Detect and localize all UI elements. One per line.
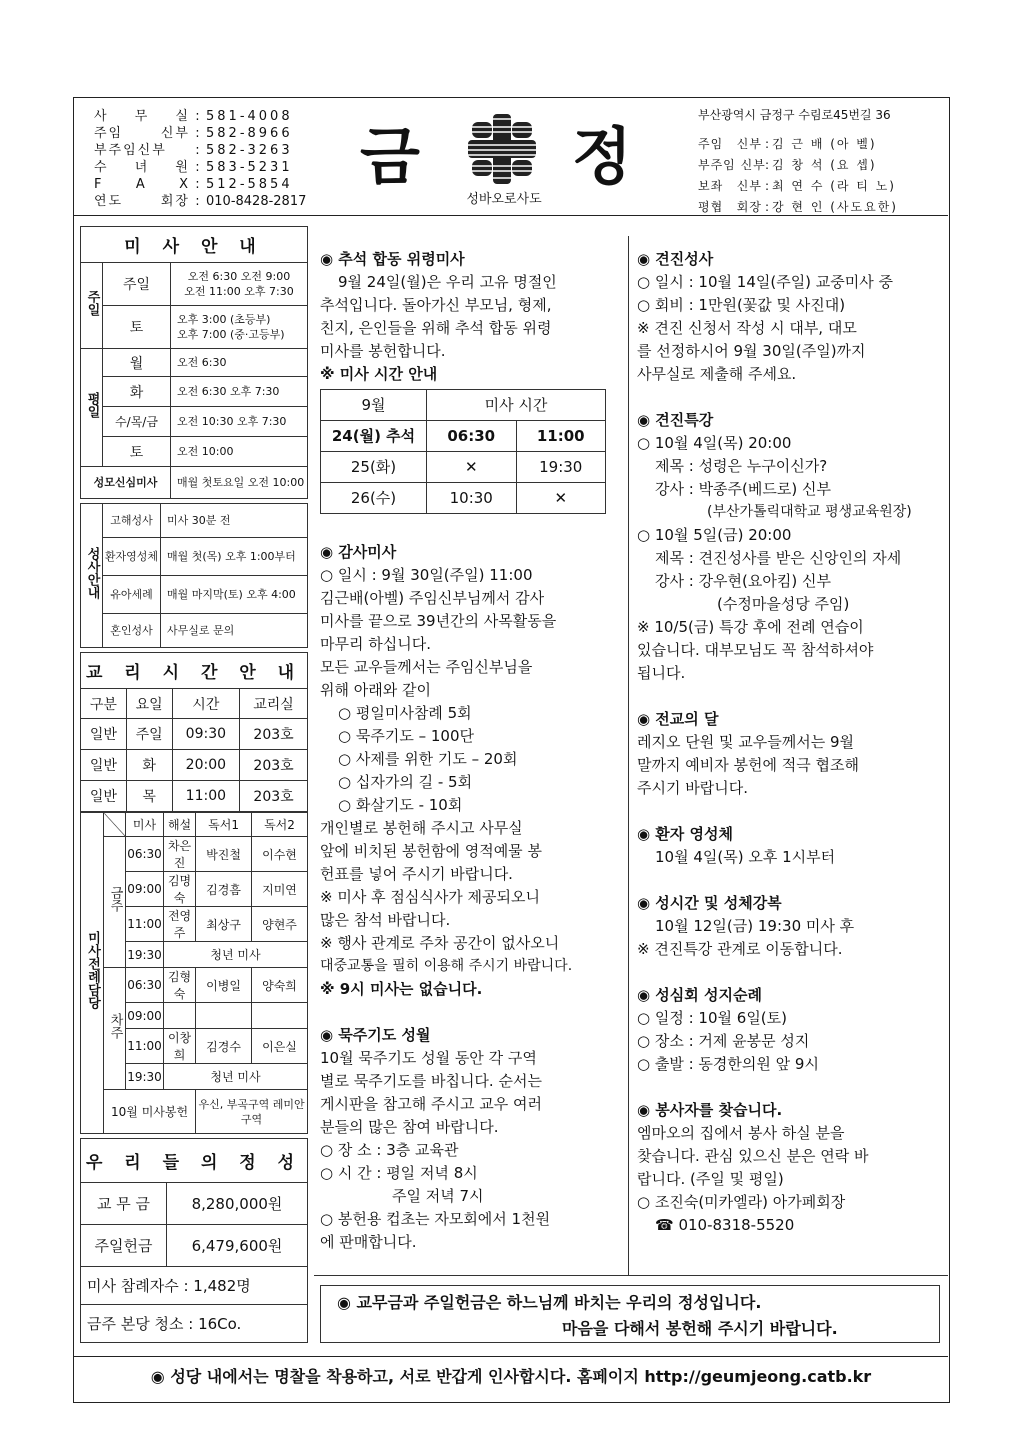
staff-row: 부주임 신부 : 김 창 석 (요 셉) (698, 158, 877, 172)
contact-list (94, 108, 306, 210)
staff-list (698, 134, 898, 218)
mass-time-title: ※ 미사 시간 안내 (320, 365, 438, 383)
header (74, 98, 948, 216)
mass-guide-title: 미 사 안 내 (81, 227, 308, 263)
catechism-title: 교 리 시 간 안 내 (81, 653, 308, 689)
bulletin-frame (73, 97, 950, 1403)
table-row: 11:00 전영주 최상구 양현주 (81, 907, 308, 942)
subtitle: 성바오로사도 (466, 192, 542, 207)
table-row: 24(월) 추석 06:30 11:00 (321, 421, 606, 452)
attendance: 미사 참례자수 : 1,482명 (81, 1267, 308, 1305)
thanks-title: ◉ 감사미사 (320, 543, 397, 561)
contact-row: 사 무 실 : 581-4008 (94, 109, 293, 124)
volunteer-phone: ☎ 010-8318-5520 (655, 1216, 795, 1234)
table-row: 19:30 청년 미사 (81, 942, 308, 968)
table-row: 금주 06:30 차은진 박진철 이수현 (81, 837, 308, 872)
weekday-label: 평일 (81, 349, 103, 467)
offerings-title: 우 리 들 의 정 성 (81, 1139, 308, 1183)
contact-row: 주임 신부 : 582-8966 (94, 126, 293, 141)
bottom-notice: ◉ 성당 내에서는 명찰을 착용하고, 서로 반갑게 인사합시다. 홈페이지 http://geumjeong.catb.kr (74, 1356, 948, 1402)
pilgrimage-title: ◉ 성심회 성지순례 (637, 986, 762, 1004)
left-column (80, 226, 308, 1343)
staff-row: 평협 회장 : 강 현 인 (사도요한) (698, 200, 898, 214)
mass-guide-table: 미 사 안 내 주일 주일 오전 6:30 오전 9:00 오전 11:00 오후 7:30 토 오후 3:00 (초등부) 오후 7:00 (중·고등부) 평일 월 오전 6:30 화 오전 6:30 오후 7:30 수/목/금 오전 10:30 오후 7:30 토 오전 10:00 성모신심미사 매월 첫토요일 오전 10:00 (80, 226, 308, 499)
lecture-title: ◉ 견진특강 (637, 411, 714, 429)
volunteer-title: ◉ 봉사자를 찾습니다. (637, 1101, 783, 1119)
table-row: 26(수) 10:30 ✕ (321, 483, 606, 514)
bulletin-title (354, 106, 654, 211)
chuseok-title: ◉ 추석 합동 위령미사 (320, 250, 465, 268)
rosary-title: ◉ 묵주기도 성월 (320, 1026, 431, 1044)
right-column: ◉ 견진성사 ○ 일시 : 10월 14일(주일) 교중미사 중 ○ 회비 : 1만원(꽃값 및 사진대) ※ 견진 신청서 작성 시 대부, 대모 를 선정하시어 9월 30일(주일)까지 사무실로 제출해 주세요. ◉ 견진특강 ○ 10월 4일(목) 20:00 제목 : 성령은 누구이신가? 강사 : 박종주(베드로) 신부 (부산가톨릭대학교 평생교육원장) ○ 10월 5일(금) 20:00 제목 : 견진성사를 받은 신앙인의 자세 강사 : 강우현(요아킴) 신부 (수정마을성당 주임) ※ 10/5(금) 특강 후에 전례 연습이 있습니다. 대부모님도 꼭 참석하셔야 됩니다. ◉ 전교의 달 레지오 단원 및 교우들께서는 9월 말까지 예비자 봉헌에 적극 협조해 주시기 바랍니다. ◉ 환자 영성체 10월 4일(목) 오후 1시부터 ◉ 성시간 및 성체강복 10월 12일(금) 19:30 미사 후 ※ 견진특강 관계로 이동합니다. ◉ 성심회 성지순례 ○ 일정 : 10월 6일(토) ○ 장소 : 거제 윤봉문 성지 ○ 출발 : 동경한의원 앞 9시 ◉ 봉사자를 찾습니다. 엠마오의 집에서 봉사 하실 분을 찾습니다. 관심 있으신 분은 연락 바 랍니다. (주일 및 평일) ○ 조진숙(미카엘라) 아가페회장 ☎ 010-8318-5520 (637, 248, 943, 1237)
table-row: 25(화) ✕ 19:30 (321, 452, 606, 483)
middle-column: ◉ 추석 합동 위령미사 9월 24일(월)은 우리 고유 명절인 추석입니다. 돌아가신 부모님, 형제, 친지, 은인들을 위해 추석 합동 위령 미사를 봉헌합니다. ※ 미사 시간 안내 9월 미사 시간 24(월) 추석 06:30 11:00 25(화) ✕ 19:30 26(수) 10:30 ✕ ◉ 감사미사 ○ 일시 : 9월 30일(주일) 11:00 김근배(아벨) 주임신부님께서 감사 미사를 끝으로 39년간의 사목활동을 마무리 하십니다. 모든 교우들께서는 주임신부님을 위해 아래와 같이 ○ 평일미사참례 5회 ○ 묵주기도 – 100단 ○ 사제를 위한 기도 – 20회 ○ 십자가의 길 - 5회 ○ 화살기도 - 10회 개인별로 봉헌해 주시고 사무실 앞에 비치된 봉헌함에 영적예물 봉 헌표를 넣어 주시기 바랍니다. ※ 미사 후 점심식사가 제공되오니 많은 참석 바랍니다. ※ 행사 관계로 주차 공간이 없사오니 대중교통을 필히 이용해 주시기 바랍니다. ※ 9시 미사는 없습니다. ◉ 묵주기도 성월 10월 묵주기도 성월 동안 각 구역 별로 묵주기도를 바칩니다. 순서는 게시판을 참고해 주시고 교우 여러 분들의 많은 참여 바랍니다. ○ 장 소 : 3층 교육관 ○ 시 간 : 평일 저녁 8시 주일 저녁 7시 ○ 봉헌용 컵초는 자모회에서 1천원 에 판매합니다. (320, 248, 612, 1254)
patient-communion-title: ◉ 환자 영성체 (637, 825, 733, 843)
table-row: 일반 화 20:00 203호 (81, 750, 308, 781)
table-row: 11:00 이창희 김경수 이은실 (81, 1029, 308, 1064)
contact-row: 부주임신부 : 582-3263 (94, 143, 293, 158)
catechism-table: 교 리 시 간 안 내 구분 요일 시간 교리실 일반 주일 09:30 203호 일반 화 20:00 203호 일반 목 11:00 203호 (80, 652, 308, 812)
mission-month-title: ◉ 전교의 달 (637, 710, 719, 728)
title-right-glyph: 정 (572, 120, 632, 193)
confirmation-title: ◉ 견진성사 (637, 250, 714, 268)
table-row: 차주 06:30 김형숙 이병일 양숙희 (81, 968, 308, 1003)
table-row: 일반 목 11:00 203호 (81, 781, 308, 812)
sacraments-table: 성사안내 고해성사 미사 30분 전 환자영성체 매월 첫(목) 오후 1:00부터 유아세례 매월 마지막(토) 오후 4:00 혼인성사 사무실로 문의 (80, 503, 308, 648)
contact-row: F A X : 512-5854 (94, 177, 293, 192)
contact-row: 수 녀 원 : 583-5231 (94, 160, 293, 175)
ministry-label: 미사전례담당 (81, 813, 104, 1134)
footer-divider (314, 1275, 948, 1276)
table-row: 09:00 김명숙 김경흠 지미연 (81, 872, 308, 907)
cross-logo-icon (462, 110, 542, 188)
staff-row: 주임 신부 : 김 근 배 (아 벨) (698, 137, 877, 151)
ministry-table: 미사전례담당 미사 해설 독서1 독서2 금주 06:30 차은진 박진철 이수현 09:00 김명숙 김경흠 지미연 11:00 전영주 최상구 양현주 19:30 청년 미사 차주 06:30 김형숙 이병일 양숙희 09:00 11:00 이창희 김경수 이은실 19:30 청년 미사 10월 미사봉헌 우신, 부곡구역 레미안구역 (80, 812, 308, 1134)
address: 부산광역시 금정구 수림로45번길 36 (698, 108, 891, 122)
contact-row: 연도 회장 : 010-8428-2817 (94, 194, 307, 209)
sacraments-label: 성사안내 (81, 504, 103, 648)
table-row: 10월 미사봉헌 우신, 부곡구역 레미안구역 (81, 1090, 308, 1134)
title-left-glyph: 금 (360, 120, 420, 193)
table-row: 09:00 (81, 1003, 308, 1029)
column-divider (628, 236, 629, 1276)
table-row: 19:30 청년 미사 (81, 1064, 308, 1090)
staff-row: 보좌 신부 : 최 연 수 (라 티 노) (698, 179, 896, 193)
offerings-table: 우 리 들 의 정 성 교 무 금 8,280,000원 주일헌금 6,479,600원 미사 참례자수 : 1,482명 금주 본당 청소 : 16Co. (80, 1138, 308, 1343)
cleaning: 금주 본당 청소 : 16Co. (81, 1305, 308, 1343)
holy-hour-title: ◉ 성시간 및 성체강복 (637, 894, 782, 912)
table-row: 일반 주일 09:30 203호 (81, 719, 308, 750)
sunday-label: 주일 (81, 263, 103, 349)
offering-notice: ◉ 교무금과 주일헌금은 하느님께 바치는 우리의 정성입니다. 마음을 다해서 봉헌해 주시기 바랍니다. (320, 1285, 940, 1343)
chuseok-mass-table: 9월 미사 시간 24(월) 추석 06:30 11:00 25(화) ✕ 19:30 26(수) 10:30 ✕ (320, 389, 606, 514)
